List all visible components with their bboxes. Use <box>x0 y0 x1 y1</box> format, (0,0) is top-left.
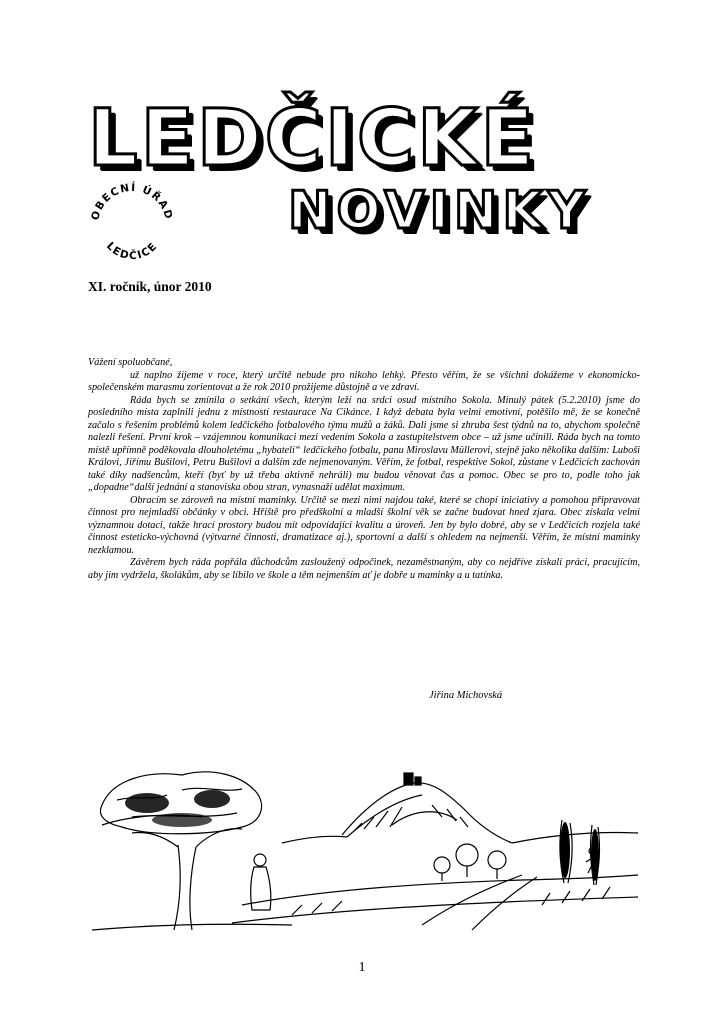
issue-line: XI. ročník, únor 2010 <box>88 279 212 294</box>
letter-paragraph: Závěrem bych ráda popřála důchodcům zasloužený odpočinek, nezaměstnaným, aby co nejdříve získali práci, pracujícím, aby jim vydržela, školákům, aby se líbilo ve škole a těm nejmenším ať je dobře u maminky a u tatínka. <box>88 557 640 581</box>
svg-text:OBECNÍ ÚŘAD <box>89 181 175 222</box>
newspaper-title-line1: LEDČICKÉ <box>88 94 537 184</box>
letter-salutation: Vážení spoluobčané, <box>88 357 173 368</box>
author-signature: Jiřina Michovská <box>429 690 503 701</box>
municipal-seal-stamp <box>86 175 178 267</box>
svg-text:LEDČICE <box>104 240 160 262</box>
seal-bottom-text: LEDČICE <box>103 239 161 263</box>
newspaper-title-line2: NOVINKY <box>288 181 591 241</box>
letter-paragraph: už naplno žijeme v roce, který určitě nebude pro nikoho lehký. Přesto věřím, že se všichni dokážeme v ekonomicko-společenském marasmu zorientovat a že rok 2010 prožijeme důstojně a ve zdraví. <box>88 369 640 393</box>
page-number: 1 <box>358 960 366 975</box>
letter-paragraph: Ráda bych se zmínila o setkání všech, kterým leží na srdci osud místního Sokola. Minulý pátek (5.2.2010) jsme do posledního místa zaplnili jednu z místností restaurace Na Cikánce. I když debata byla velmi emotivní, potěšilo mě, že se konečně začalo s řešením problémů kolem ledčického fotbalového týmu mužů a žáků. Dali jsme si zhruba šest týdnů na to, abychom společně nalezli řešení. První krok – vzájemnou komunikaci mezi vedením Sokola a zastupitelstvem obce – už jsme učinili. Ráda bych na tomto místě upřímně poděkovala dlouholetému „hybateli“ ledčického fotbalu, panu Miroslavu Müllerovi, stejně jako několika dalším: Luboši Královi, Jiřímu Bušilovi, Petru Bušilovi a dalším zde nejmenovaným. Věřím, že fotbal, respektive Sokol, zůstane v Ledčicích zachován také díky nadšencům, kteří (byť by už třeba aktivně nehráli) mu budou věnovat čas a pomoc. Obec se pro to, podle toho jak „dopadne“další jednání a stanoviska obou stran, vynasnaží udělat maximum. <box>88 394 640 493</box>
landscape-illustration <box>92 765 638 935</box>
editorial-letter <box>88 357 640 582</box>
seal-top-text: OBECNÍ ÚŘAD <box>89 181 175 222</box>
letter-paragraph: Obracím se zároveň na místní maminky. Určitě se mezi nimi najdou také, které se chopí iniciativy a pomohou připravovat činnost pro nejmladší občánky v obci. Hřiště pro předškolní a mladší školní věk se začne budovat hned zjara. Obec získala velmi významnou dotaci, takže hrací prostory budou mít odpovídající kvalitu a úroveň. Jen by bylo dobré, aby se v Ledčicích rozjela také činnost esteticko-výchovná (výtvarné činnosti, dramatizace aj.), sportovní a další s ohledem na nejmenší. Věřím, že místní maminky nezklamou. <box>88 494 640 556</box>
